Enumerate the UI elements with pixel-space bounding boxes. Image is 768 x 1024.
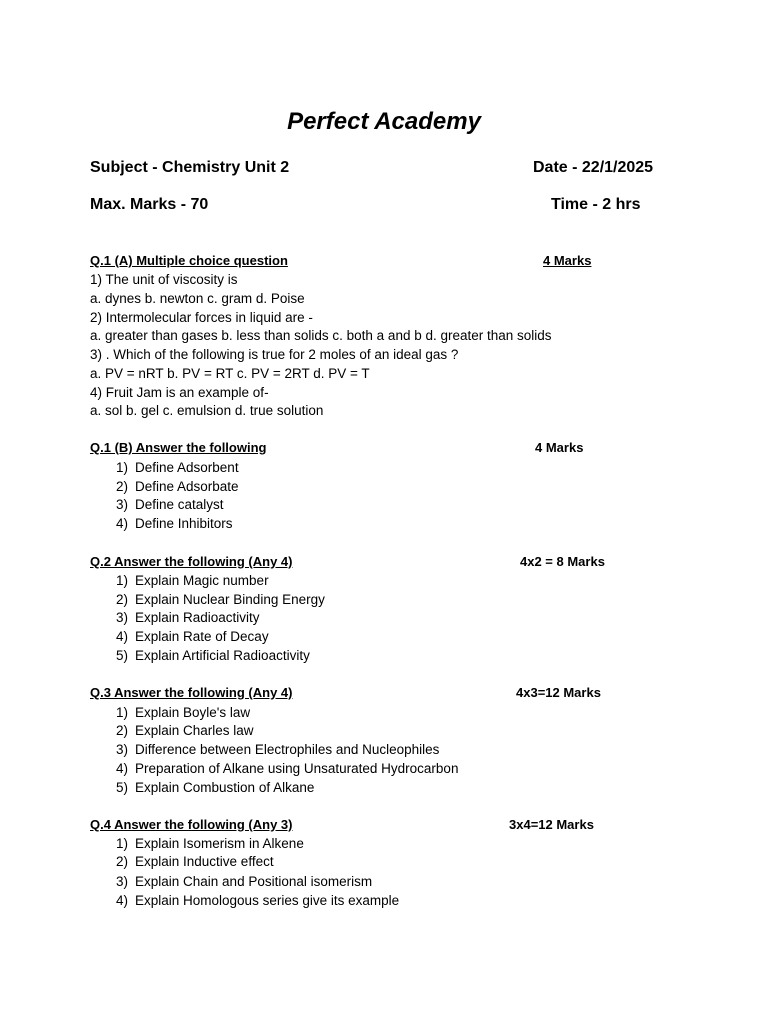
q1a-marks: 4 Marks <box>543 253 592 268</box>
list-item-text: Explain Homologous series give its example <box>135 893 400 908</box>
list-item-text: Define catalyst <box>135 497 224 512</box>
q1a-line: 2) Intermolecular forces in liquid are - <box>90 310 313 325</box>
q1a-line: a. dynes b. newton c. gram d. Poise <box>90 291 305 306</box>
date-label: Date - 22/1/2025 <box>533 159 654 176</box>
document-title: Perfect Academy <box>287 108 481 135</box>
q4-heading: Q.4 Answer the following (Any 3) <box>90 817 293 832</box>
list-item-text: Define Adsorbent <box>135 460 239 475</box>
q1a-line: 4) Fruit Jam is an example of- <box>90 385 269 400</box>
list-item-text: Explain Nuclear Binding Energy <box>135 592 325 607</box>
list-item-text: Define Adsorbate <box>135 479 239 494</box>
list-item-text: Explain Radioactivity <box>135 610 260 625</box>
q1a-line: 3) . Which of the following is true for 2 moles of an ideal gas ? <box>90 347 459 362</box>
list-item-text: Explain Charles law <box>135 723 254 738</box>
list-item-number: 2) <box>115 479 128 494</box>
q1a-line: a. greater than gases b. less than solids c. both a and b d. greater than solids <box>90 328 552 343</box>
q1a-line: a. PV = nRT b. PV = RT c. PV = 2RT d. PV = T <box>90 366 370 381</box>
list-item-number: 2) <box>115 592 128 607</box>
q1a-line: a. sol b. gel c. emulsion d. true solution <box>90 403 324 418</box>
list-item-number: 4) <box>115 893 128 908</box>
q3-marks: 4x3=12 Marks <box>516 685 601 700</box>
list-item-number: 1) <box>115 573 128 588</box>
list-item-number: 5) <box>115 648 128 663</box>
list-item-number: 4) <box>115 761 128 776</box>
q3-heading: Q.3 Answer the following (Any 4) <box>90 685 293 700</box>
list-item-number: 3) <box>115 610 128 625</box>
list-item-number: 1) <box>115 460 128 475</box>
list-item-number: 3) <box>115 874 128 889</box>
time-label: Time - 2 hrs <box>551 196 641 213</box>
q1b-marks: 4 Marks <box>535 440 584 455</box>
list-item-text: Explain Inductive effect <box>135 854 274 869</box>
list-item-text: Explain Boyle's law <box>135 705 251 720</box>
max-marks-label: Max. Marks - 70 <box>90 196 209 213</box>
list-item-text: Explain Chain and Positional isomerism <box>135 874 373 889</box>
q1b-heading: Q.1 (B) Answer the following <box>90 440 267 455</box>
q1a-line: 1) The unit of viscosity is <box>90 272 238 287</box>
list-item-number: 2) <box>115 854 128 869</box>
subject-label: Subject - Chemistry Unit 2 <box>90 159 290 176</box>
list-item-number: 4) <box>115 629 128 644</box>
list-item-text: Preparation of Alkane using Unsaturated Hydrocarbon <box>135 761 459 776</box>
q1a-heading: Q.1 (A) Multiple choice question <box>90 253 288 268</box>
list-item-number: 1) <box>115 705 128 720</box>
list-item-text: Explain Rate of Decay <box>135 629 269 644</box>
list-item-number: 1) <box>115 836 128 851</box>
list-item-text: Explain Isomerism in Alkene <box>135 836 304 851</box>
list-item-text: Explain Combustion of Alkane <box>135 780 315 795</box>
list-item-number: 4) <box>115 516 128 531</box>
list-item-text: Explain Artificial Radioactivity <box>135 648 310 663</box>
q4-marks: 3x4=12 Marks <box>509 817 594 832</box>
list-item-number: 3) <box>115 742 128 757</box>
list-item-text: Explain Magic number <box>135 573 269 588</box>
list-item-text: Define Inhibitors <box>135 516 233 531</box>
list-item-number: 2) <box>115 723 128 738</box>
list-item-text: Difference between Electrophiles and Nucleophiles <box>135 742 440 757</box>
q2-marks: 4x2 = 8 Marks <box>520 554 605 569</box>
q2-heading: Q.2 Answer the following (Any 4) <box>90 554 293 569</box>
list-item-number: 3) <box>115 497 128 512</box>
list-item-number: 5) <box>115 780 128 795</box>
